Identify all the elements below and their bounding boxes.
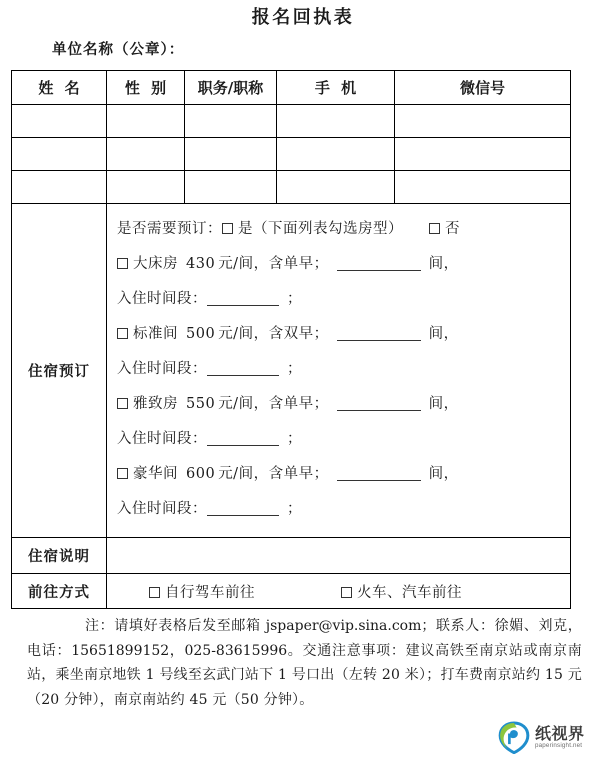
room-name-4: 豪华间: [133, 466, 178, 482]
cell-position[interactable]: [185, 138, 277, 171]
booking-need-label: 是否需要预订：: [117, 221, 222, 237]
cell-name[interactable]: [12, 138, 107, 171]
room-breakfast-4: 含单早；: [268, 466, 329, 482]
room-unit-suffix-3: 间，: [428, 396, 459, 412]
checkin-semicolon-1: ；: [287, 291, 302, 307]
paperinsight-logo-icon: [497, 721, 531, 754]
room-count-input-1[interactable]: [337, 255, 421, 271]
contact-email: jspaper@vip.sina.com: [265, 618, 422, 634]
checkin-period-line-3: [117, 422, 570, 457]
checkin-input-4[interactable]: [207, 500, 279, 516]
checkbox-room-1[interactable]: [117, 258, 128, 269]
checkin-input-2[interactable]: [207, 360, 279, 376]
checkbox-room-3[interactable]: [117, 398, 128, 409]
cell-position[interactable]: [185, 171, 277, 204]
room-price-unit-3: 元/间，: [218, 396, 269, 412]
cell-mobile[interactable]: [277, 105, 395, 138]
notes-part1: 注：请填好表格后发至邮箱: [85, 618, 266, 634]
column-header-wechat: 微信号: [395, 71, 571, 105]
checkin-period-line-4: [117, 492, 570, 527]
room-price-2: 500: [186, 326, 216, 342]
checkbox-need-no[interactable]: [429, 223, 440, 234]
travel-public-label: 火车、汽车前往: [357, 584, 462, 601]
room-count-input-3[interactable]: [337, 395, 421, 411]
notes-part2: ；联系人：徐媚、刘克，电话：: [27, 618, 582, 659]
checkin-semicolon-4: ；: [287, 501, 302, 517]
room-price-4: 600: [186, 466, 216, 482]
accommodation-description-row: [12, 538, 571, 574]
table-row: [12, 105, 571, 138]
checkin-input-1[interactable]: [207, 290, 279, 306]
table-header-row: [12, 71, 571, 105]
contact-phone-mobile: 15651899152: [71, 642, 170, 659]
room-name-2: 标准间: [133, 326, 178, 342]
row-label-travel: 前往方式: [12, 574, 107, 609]
room-option-line-3: [117, 387, 570, 422]
watermark-brand-cn: 纸视界: [535, 723, 585, 743]
room-name-1: 大床房: [133, 256, 178, 272]
cell-name[interactable]: [12, 105, 107, 138]
checkbox-travel-public[interactable]: [341, 587, 352, 598]
watermark-text: [535, 725, 585, 750]
accommodation-description-cell[interactable]: [107, 538, 571, 574]
checkin-semicolon-3: ；: [287, 431, 302, 447]
checkbox-need-yes[interactable]: [222, 223, 233, 234]
room-count-input-4[interactable]: [337, 465, 421, 481]
cell-position[interactable]: [185, 105, 277, 138]
column-header-name: 姓 名: [12, 71, 107, 105]
cell-mobile[interactable]: [277, 138, 395, 171]
column-header-mobile: 手 机: [277, 71, 395, 105]
booking-need-line: [117, 212, 570, 247]
registration-table: [11, 70, 571, 609]
column-header-position: 职务/职称: [185, 71, 277, 105]
checkbox-room-4[interactable]: [117, 468, 128, 479]
accommodation-booking-row: [12, 204, 571, 538]
room-price-unit-4: 元/间，: [218, 466, 269, 482]
notes-comma: ，: [169, 642, 185, 659]
checkin-period-line-1: [117, 282, 570, 317]
room-option-line-4: [117, 457, 570, 492]
room-price-1: 430: [186, 256, 216, 272]
watermark-brand-en: paperinsight.net: [535, 741, 583, 749]
cell-mobile[interactable]: [277, 171, 395, 204]
checkin-period-line-2: [117, 352, 570, 387]
checkbox-travel-self-drive[interactable]: [149, 587, 160, 598]
room-count-input-2[interactable]: [337, 325, 421, 341]
page-title: 报名回执表: [251, 7, 355, 28]
row-label-booking: 住宿预订: [12, 204, 107, 538]
room-breakfast-1: 含单早；: [268, 256, 329, 272]
booking-yes-label: 是（下面列表勾选房型）: [238, 221, 403, 237]
cell-gender[interactable]: [107, 105, 185, 138]
cell-wechat[interactable]: [395, 105, 571, 138]
room-option-line-1: [117, 247, 570, 282]
checkin-semicolon-2: ；: [287, 361, 302, 377]
booking-no-label: 否: [445, 221, 460, 237]
accommodation-booking-cell: [107, 204, 571, 538]
travel-mode-cell: [107, 574, 571, 609]
cell-wechat[interactable]: [395, 138, 571, 171]
organization-name-label: 单位名称（公章）：: [52, 41, 185, 58]
room-option-line-2: [117, 317, 570, 352]
room-breakfast-2: 含双早；: [268, 326, 329, 342]
travel-self-drive-label: 自行驾车前往: [165, 584, 255, 601]
room-unit-suffix-4: 间，: [428, 466, 459, 482]
notes-part3: 。交通注意事项：建议高铁至南京站或南京南站，乘坐南京地铁 1 号线至玄武门站下 1 号口出（左转 20 米）；打车费南京站约 15 元（20 分钟），南京南站约 45 元（50 分钟）。: [27, 642, 582, 708]
cell-gender[interactable]: [107, 138, 185, 171]
room-name-3: 雅致房: [133, 396, 178, 412]
checkin-label-1: 入住时间段：: [117, 291, 207, 307]
checkin-label-4: 入住时间段：: [117, 501, 207, 517]
footer-notes: [27, 614, 582, 712]
checkbox-room-2[interactable]: [117, 328, 128, 339]
cell-wechat[interactable]: [395, 171, 571, 204]
table-row: [12, 138, 571, 171]
column-header-gender: 性 别: [107, 71, 185, 105]
cell-name[interactable]: [12, 171, 107, 204]
checkin-input-3[interactable]: [207, 430, 279, 446]
travel-mode-row: [12, 574, 571, 609]
row-label-description: 住宿说明: [12, 538, 107, 574]
table-row: [12, 171, 571, 204]
room-unit-suffix-2: 间，: [428, 326, 459, 342]
cell-gender[interactable]: [107, 171, 185, 204]
watermark: [497, 719, 601, 755]
checkin-label-2: 入住时间段：: [117, 361, 207, 377]
checkin-label-3: 入住时间段：: [117, 431, 207, 447]
room-price-unit-1: 元/间，: [218, 256, 269, 272]
room-price-unit-2: 元/间，: [218, 326, 269, 342]
room-breakfast-3: 含单早；: [268, 396, 329, 412]
room-price-3: 550: [186, 396, 216, 412]
contact-phone-landline: 025-83615996: [184, 642, 288, 659]
room-unit-suffix-1: 间，: [428, 256, 459, 272]
